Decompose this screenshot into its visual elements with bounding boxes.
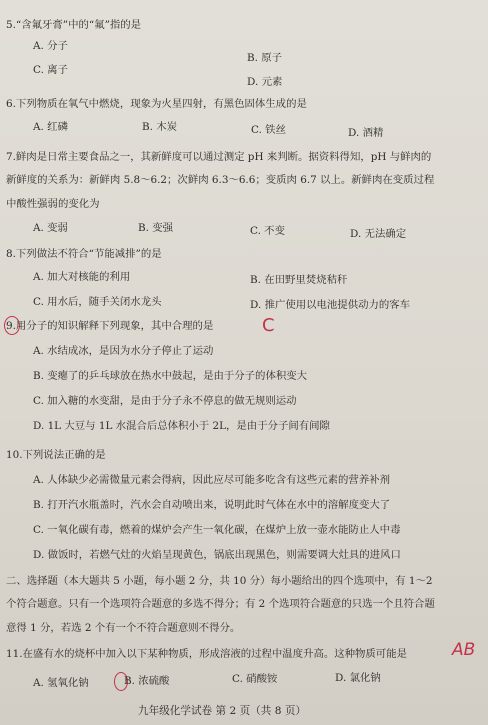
q8-option-b: B. 在田野里焚烧秸秆: [250, 274, 348, 286]
q11-option-a: A. 氢氧化钠: [33, 677, 89, 689]
q8-option-d: D. 推广使用以电池提供动力的客车: [250, 299, 411, 311]
q6-option-a: A. 红磷: [33, 121, 68, 133]
q10-option-b: B. 打开汽水瓶盖时，汽水会自动喷出来，说明此时气体在水中的溶解度变大了: [33, 499, 391, 511]
q11-answer-handwriting: AB: [452, 640, 476, 660]
q6-option-b: B. 木炭: [142, 121, 178, 133]
q7-stem-line-1: 7.鲜肉是日常主要食品之一，其新鲜度可以通过测定 pH 来判断。据资料得知，pH 与鲜肉的: [6, 151, 432, 163]
q10-option-c: C. 一氧化碳有毒，燃着的煤炉会产生一氧化碳，在煤炉上放一壶水能防止人中毒: [33, 524, 401, 536]
q10-stem: 10.下列说法正确的是: [6, 449, 106, 461]
page-footer: 九年级化学试卷 第 2 页（共 8 页）: [138, 705, 307, 717]
q10-option-d: D. 做饭时，若燃气灶的火焰呈现黄色，锅底出现黑色，则需要调大灶具的进风口: [33, 549, 401, 561]
q7-option-b: B. 变强: [138, 222, 174, 234]
q9-option-b: B. 变瘪了的乒乓球放在热水中鼓起，是由于分子的体积变大: [33, 370, 308, 382]
q5-option-a: A. 分子: [33, 40, 68, 52]
q11-option-b: B. 浓硫酸: [124, 675, 170, 687]
q7-option-c: C. 不变: [250, 225, 285, 237]
q5-stem: 5.“含氟牙膏”中的“氟”指的是: [6, 19, 142, 31]
q10-option-a: A. 人体缺少必需微量元素会得病，因此应尽可能多吃含有这些元素的营养补剂: [33, 474, 390, 486]
q9-answer-handwriting: C: [262, 315, 275, 336]
q7-stem-line-2: 新鲜度的关系为：新鲜肉 5.8～6.2；次鲜肉 6.3～6.6；变质肉 6.7 以上。新鲜肉在变质过程: [6, 174, 435, 186]
q5-option-d: D. 元素: [247, 76, 283, 88]
section2-line-2: 个符合题意。只有一个选项符合题意的多选不得分；有 2 个选项符合题意的只选一个且符合题: [6, 598, 435, 610]
q11-stem: 11.在盛有水的烧杯中加入以下某种物质，形成溶液的过程中温度升高。这种物质可能是: [6, 648, 407, 660]
q6-option-c: C. 铁丝: [251, 124, 286, 136]
q7-stem-line-3: 中酸性强弱的变化为: [6, 198, 100, 210]
q7-option-d: D. 无法确定: [350, 228, 407, 240]
q7-option-a: A. 变弱: [33, 222, 68, 234]
q11-option-c: C. 硝酸铵: [232, 673, 278, 685]
q5-option-b: B. 原子: [247, 52, 283, 64]
section2-line-1: 二、选择题（本大题共 5 小题，每小题 2 分，共 10 分）每小题给出的四个选项中，有 1～2: [6, 575, 433, 587]
q5-option-c: C. 离子: [33, 64, 68, 76]
q9-option-d: D. 1L 大豆与 1L 水混合后总体积小于 2L，是由于分子间有间隙: [33, 420, 330, 432]
q9-option-a: A. 水结成冰，是因为水分子停止了运动: [33, 345, 214, 357]
q6-option-d: D. 酒精: [348, 127, 384, 139]
q11-option-d: D. 氯化钠: [335, 672, 381, 684]
q9-stem: 9.用分子的知识解释下列现象，其中合理的是: [6, 320, 214, 332]
q9-option-c: C. 加入糖的水变甜，是由于分子永不停息的做无规则运动: [33, 395, 297, 407]
q6-stem: 6.下列物质在氧气中燃烧，现象为火星四射，有黑色固体生成的是: [6, 98, 307, 110]
section2-line-3: 意得 1 分，若选 2 个有一个不符合题意则不得分。: [6, 622, 241, 634]
q8-option-c: C. 用水后，随手关闭水龙头: [33, 296, 162, 308]
q8-option-a: A. 加大对核能的利用: [33, 271, 131, 283]
q8-stem: 8.下列做法不符合“节能减排”的是: [6, 248, 162, 260]
